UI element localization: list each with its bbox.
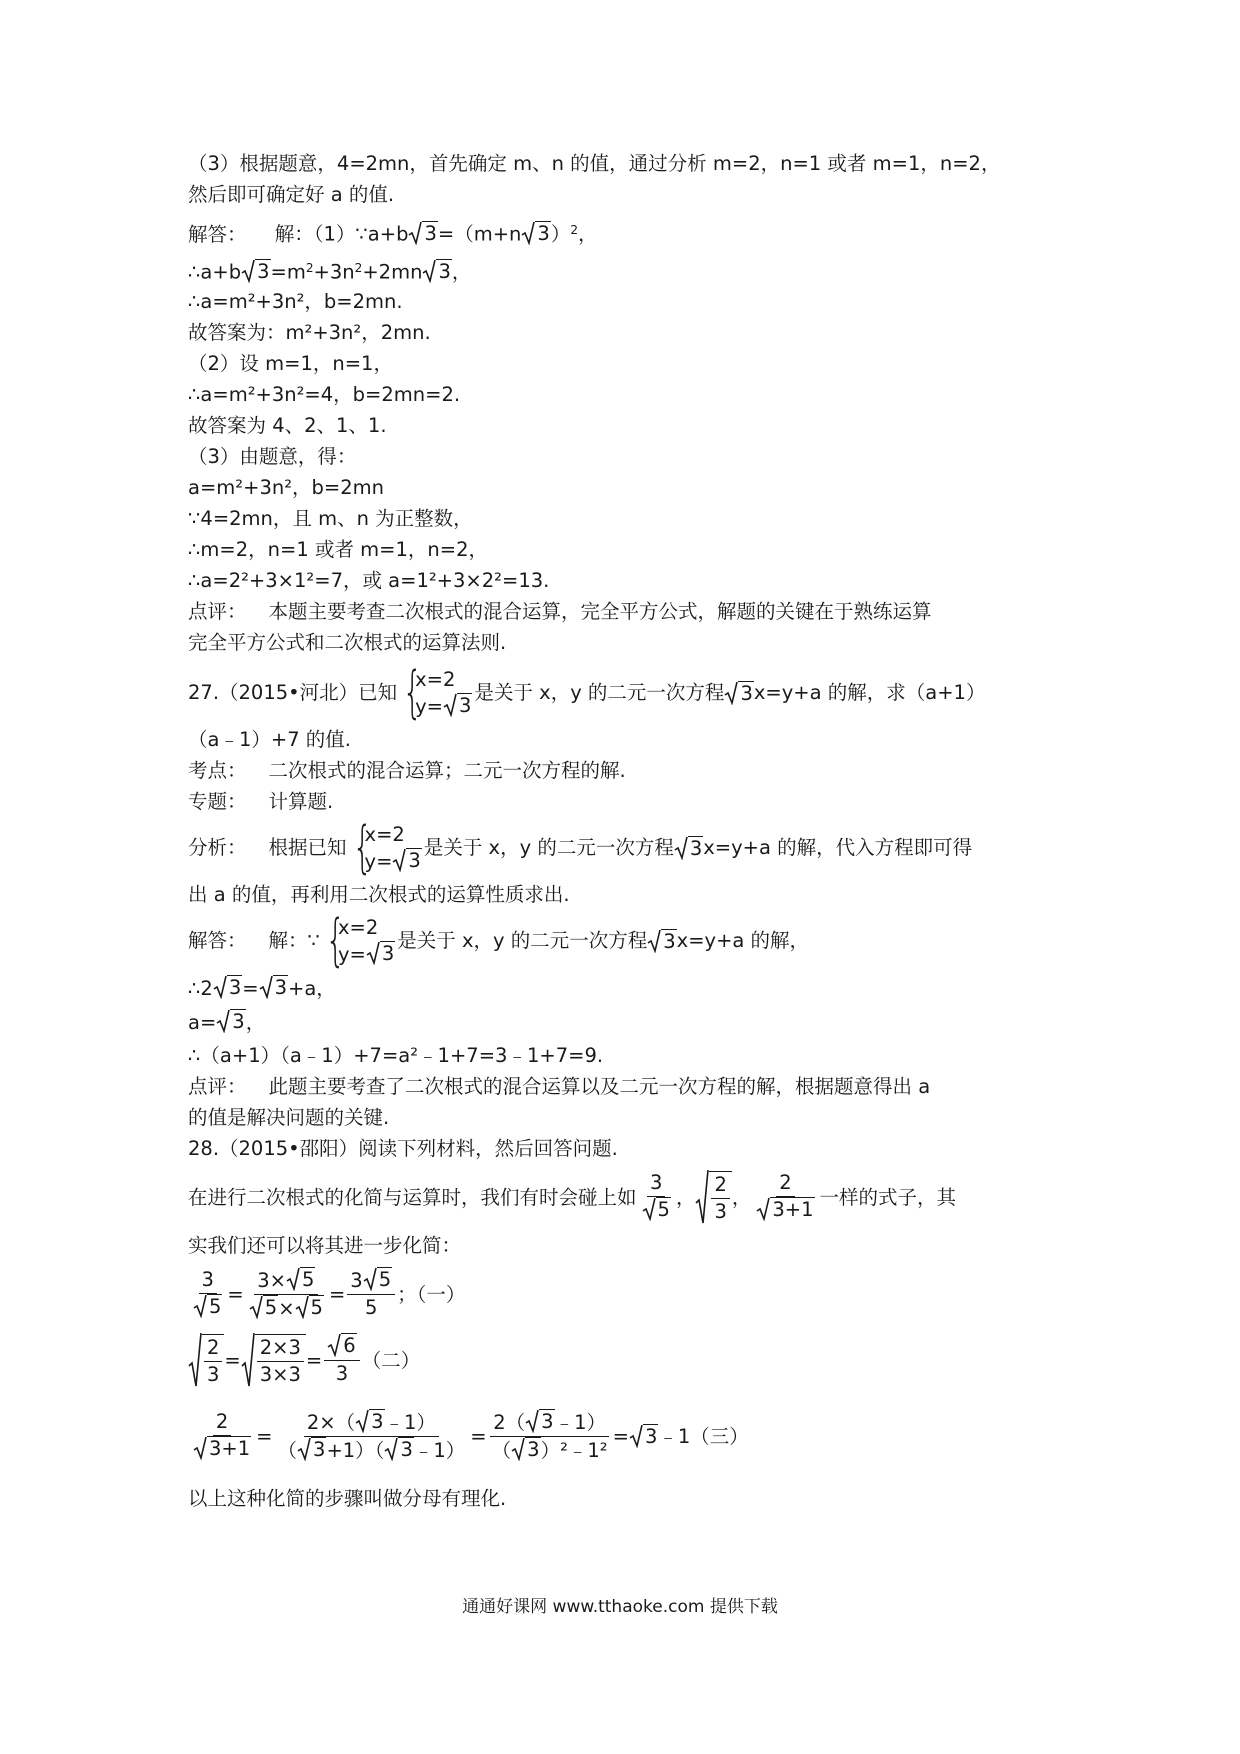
radicand: 3 [424,221,437,245]
numerator [347,1267,395,1295]
text-span: 是关于 x，y 的二元一次方程 [397,929,648,952]
text-line: ∴a=m²+3n²，b=2mn. [188,290,403,313]
jieda-line [188,910,1058,972]
radicand [709,1171,731,1225]
radicand: 3 [438,259,451,283]
fraction [489,1409,611,1464]
sqrt-5 [286,1267,315,1291]
text-span: ， [451,260,472,284]
system-row [365,848,422,875]
numerator [304,1409,439,1437]
label-zhuanti: 专题： [188,790,247,813]
denominator: 3×3 [259,1363,301,1386]
radicand: 5 [209,1295,222,1318]
radicand: 6 [343,1334,356,1357]
radicand: 3 [274,976,288,999]
text-line [188,972,1058,1006]
denominator: 3 [207,1363,220,1386]
text-line: ∴a=m²+3n²=4，b=2mn=2. [188,383,461,406]
text-line: 故答案为 4、2、1、1. [188,414,387,437]
text-line: （a﹣1）+7 的值. [188,728,351,751]
radicand: 5 [378,1268,392,1291]
fraction [275,1409,469,1464]
material-line [188,1164,1058,1230]
text-line: ∴m=2，n=1 或者 m=1，n=2， [188,538,488,561]
question-27 [188,662,1058,724]
numerator: 2 [204,1335,222,1362]
fraction [347,1267,395,1321]
text-span: ， [245,1011,266,1034]
sqrt-3 [647,929,676,953]
sqrt-3 [724,681,753,705]
radicand: 5 [264,1295,278,1319]
text-span: （ [277,1438,298,1462]
text-span: ∴a+b [188,260,242,284]
text-span: × [278,1296,295,1320]
sqrt-3 [366,941,395,965]
sqrt-3 [241,259,270,283]
numerator [490,1409,609,1437]
equals: = [227,1282,244,1306]
text-span: 2（ [493,1410,526,1434]
text-span: 二次根式的混合运算；二元一次方程的解. [268,759,626,782]
text-span: y= [337,942,366,966]
system-row: x=2 [415,667,456,691]
example-1 [188,1261,1058,1327]
radicand: 3 [459,693,472,717]
text-span: ， [578,222,598,246]
text-span: ﹣1（三） [658,1424,749,1448]
label-kaodian: 考点： [188,759,247,782]
numerator: 2×3 [257,1335,304,1362]
brace-icon: { [325,908,346,973]
text-span: ﹣1） [384,1410,436,1434]
numerator [324,1333,359,1361]
radicand: 5 [657,1198,670,1221]
text-line: （2）设 m=1，n=1， [188,352,393,375]
radicand: 3 [400,1437,413,1461]
answer-line [188,210,1058,250]
denominator: 3 [714,1200,727,1223]
text-span: 根据已知 [268,836,347,859]
text-span: 一样的式子，其 [819,1185,957,1209]
sqrt-fraction [188,1332,224,1388]
sqrt-fraction [241,1332,306,1388]
text-span: 是关于 x，y 的二元一次方程 [474,681,725,704]
text-line: （3）由题意，得： [188,445,357,468]
system-row: x=2 [364,822,405,846]
radicand: 3 [740,682,753,705]
text-span: 本题主要考查二次根式的混合运算，完全平方公式，解题的关键在于熟练运算 [268,600,932,623]
sqrt-5 [642,1197,671,1221]
sqrt-3 [521,221,550,245]
text-span: 27.（2015•河北）已知 [188,681,398,704]
comment-line [188,1071,1058,1102]
equals: = [224,1348,241,1372]
text-span: +3n [313,260,355,284]
equation-system [399,660,472,725]
denominator [639,1197,674,1224]
text-span: 此题主要考查了二次根式的混合运算以及二元一次方程的解，根据题意得出 a [268,1075,931,1098]
text-span: （二） [361,1348,421,1372]
sqrt-3 [193,1436,251,1460]
text-span: 2×（ [306,1410,356,1434]
sqrt-3 [511,1437,540,1461]
radicand: 3 [689,837,703,860]
label-jieda: 解答： [188,222,247,246]
superscript: 2 [570,223,579,237]
equals: = [256,1424,273,1448]
radicand: 5 [302,1267,315,1291]
superscript: 2 [354,261,363,275]
equals: = [305,1348,323,1372]
question-28: 28.（2015•邵阳）阅读下列材料，然后回答问题. [188,1137,618,1160]
label-dianping: 点评： [188,600,247,623]
radicand: 3 [527,1437,540,1461]
numerator: 3 [199,1267,217,1294]
radicand: 3+1 [772,1198,814,1221]
text-line: ∴a=2²+3×1²=7，或 a=1²+3×2²=13. [188,569,550,592]
zhuanti-line [188,786,1058,817]
sqrt-3 [216,1009,245,1033]
system-rows [415,667,472,720]
radicand: 3 [408,848,421,872]
equals: = [328,1282,346,1306]
text-span: +1）（ [326,1438,385,1462]
system-row: x=2 [337,915,379,939]
system-row [338,941,395,968]
text-line: 故答案为：m²+3n²，2mn. [188,321,431,344]
text-line: ∵4=2mn，且 m、n 为正整数， [188,507,473,530]
text-span: ， [731,1185,752,1209]
equation-system [322,908,395,973]
text-line: a=m²+3n²，b=2mn [188,476,384,499]
sqrt-5 [363,1267,392,1291]
text-span: x=y+a 的解，代入方程即可得 [703,836,973,859]
text-span: x=y+a 的解，求（a+1） [753,681,986,704]
sqrt-3 [355,1409,384,1433]
text-line: 然后即可确定好 a 的值. [188,183,395,206]
example-3 [188,1403,1058,1469]
radicand: 3 [257,259,270,283]
sqrt-3 [392,848,421,872]
sqrt-3 [213,975,242,999]
equation-system [349,815,422,880]
text-span: ﹣1） [413,1438,466,1462]
text-span: = [242,977,259,1000]
fraction [639,1170,674,1224]
text-span: （ [491,1438,512,1462]
sqrt-3 [297,1437,326,1461]
sqrt-3 [384,1437,413,1461]
text-line [188,1006,1058,1040]
label-dianping: 点评： [188,1075,247,1098]
fraction [257,1335,304,1388]
sqrt-6 [327,1333,356,1357]
text-span: =m [270,260,306,284]
sqrt-3 [422,259,451,283]
radicand [255,1334,306,1388]
text-line: 完全平方公式和二次根式的运算法则. [188,631,507,654]
text-span: 在进行二次根式的化简与运算时，我们有时会碰上如 [188,1185,637,1209]
system-row [415,693,472,720]
sqrt-5 [249,1295,278,1319]
text-span: +2mn [362,260,423,284]
numerator: 3 [647,1170,665,1197]
text-line: ∴（a+1）（a﹣1）+7=a²﹣1+7=3﹣1+7=9. [188,1044,604,1067]
fenxi-line [188,817,1058,879]
sqrt-3 [525,1409,554,1433]
text-span: 3× [257,1268,287,1292]
sqrt-3 [408,221,437,245]
brace-icon: { [402,660,423,725]
radicand: 3 [644,1425,658,1448]
page-footer: 通通好课网 www.tthaoke.com 提供下载 [462,1597,778,1617]
text-span: ） [550,222,571,246]
text-span: ∴2 [188,977,213,1000]
sqrt-3 [259,975,288,999]
numerator: 2 [711,1172,729,1199]
radicand: 3 [232,1010,245,1033]
text-span: ， [675,1185,696,1209]
system-rows [365,822,422,875]
radicand: 3 [313,1437,326,1461]
radicand: 3+1 [209,1437,251,1460]
denominator: 3 [335,1362,349,1385]
radicand: 3 [541,1409,554,1433]
fraction [246,1267,327,1322]
sqrt-3 [629,1424,658,1448]
denominator [489,1437,611,1464]
label-jieda: 解答： [188,929,247,952]
example-2 [188,1327,1058,1393]
system-rows [338,915,395,968]
fraction [204,1335,222,1388]
radicand: 3 [371,1409,384,1433]
text-span: 解：∵ [268,929,320,952]
label-fenxi: 分析： [188,836,247,859]
numerator [254,1267,318,1295]
text-span: +a， [288,977,336,1000]
denominator [190,1436,254,1463]
denominator [753,1197,817,1224]
comment-line [188,596,1058,627]
text-span: 3 [350,1269,363,1292]
text-span: ；（一） [397,1282,466,1306]
numerator: 2 [776,1170,794,1197]
text-span: y= [364,849,393,873]
radicand: 3 [381,941,395,965]
fraction [324,1333,359,1387]
text-span: 解：（1）∵a+b [274,222,409,246]
text-span: y= [415,694,444,718]
text-span: =（m+n [437,222,522,246]
text-line: 出 a 的值，再利用二次根式的运算性质求出. [188,883,570,906]
denominator [190,1294,225,1321]
sqrt-5 [193,1294,222,1318]
radicand: 3 [663,930,676,953]
denominator [275,1437,469,1464]
sqrt-5 [295,1295,324,1319]
radicand [202,1334,224,1388]
kaodian-line [188,755,1058,786]
radicand: 3 [228,976,242,999]
equals: = [612,1424,629,1448]
superscript: 2 [305,261,314,275]
fraction [190,1409,254,1463]
text-span: ）²﹣1² [540,1438,608,1462]
numerator: 2 [213,1409,231,1436]
text-span: 计算题. [268,790,334,813]
text-line: （3）根据题意，4=2mn，首先确定 m、n 的值，通过分析 m=2，n=1 或者 m=1，n=2， [188,152,1001,175]
document-body [188,148,1058,1514]
denominator: 5 [365,1296,378,1319]
fraction [711,1172,729,1225]
text-line [188,250,1058,286]
brace-icon: { [352,815,372,880]
fraction [753,1170,817,1224]
text-span: 是关于 x，y 的二元一次方程 [423,836,674,859]
sqrt-fraction [695,1169,731,1225]
text-span: a= [188,1011,217,1034]
text-span: x=y+a 的解， [676,929,810,952]
equals: = [470,1424,487,1448]
radicand: 5 [310,1295,323,1319]
radicand: 3 [537,221,550,245]
denominator [246,1295,327,1322]
text-span: ﹣1） [554,1410,606,1434]
text-line: 实我们还可以将其进一步化简： [188,1234,462,1257]
text-line: 以上这种化简的步骤叫做分母有理化. [188,1487,507,1510]
fraction [190,1267,225,1321]
text-line: 的值是解决问题的关键. [188,1106,390,1129]
sqrt-3 [674,836,703,860]
sqrt-3 [443,693,472,717]
sqrt-3 [756,1197,814,1221]
